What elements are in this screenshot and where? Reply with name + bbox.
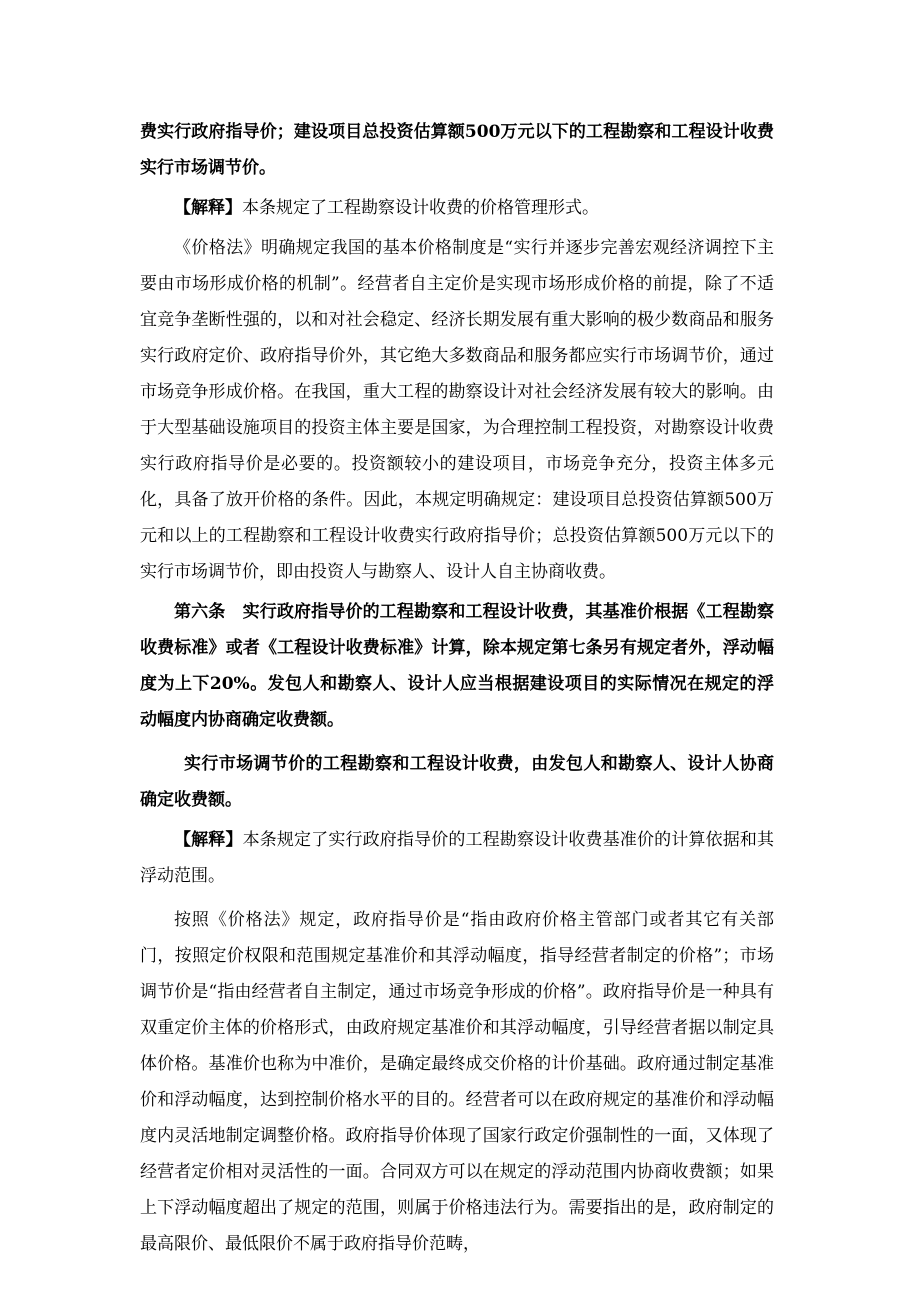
paragraph-price-law: 《价格法》明确规定我国的基本价格制度是“实行并逐步完善宏观经济调控下主要由市场形成价格的机制”。经营者自主定价是实现市场形成价格的前提，除了不适宜竞争垄断性强的，以和对社会稳定、经济长期发展有重大影响的极少数商品和服务实行政府定价、政府指导价外，其它绝大多数商品和服务都应实行市场调节价，通过市场竞争形成价格。在我国，重大工程的勘察设计对社会经济发展有较大的影响。由于大型基础设施项目的投资主体主要是国家，为合理控制工程投资，对勘察设计收费实行政府指导价是必要的。投资额较小的建设项目，市场竞争充分，投资主体多元化，具备了放开价格的条件。因此，本规定明确规定：建设项目总投资估算额500万元和以上的工程勘察和工程设计收费实行政府指导价；总投资估算额500万元以下的实行市场调节价，即由投资人与勘察人、设计人自主协商收费。 — [140, 238, 774, 582]
paragraph-explanation-2 — [140, 822, 774, 894]
explanation-text: 本条规定了实行政府指导价的工程勘察设计收费基准价的计算依据和其浮动范围。 — [140, 830, 775, 886]
article-six: 第六条 实行政府指导价的工程勘察和工程设计收费，其基准价根据《工程勘察收费标准》或者《工程设计收费标准》计算，除本规定第七条另有规定者外，浮动幅度为上下20%。发包人和勘察人、设计人应当根据建设项目的实际情况在规定的浮动幅度内协商确定收费额。 — [140, 602, 774, 730]
paragraph-market-price: 实行市场调节价的工程勘察和工程设计收费，由发包人和勘察人、设计人协商确定收费额。 — [140, 754, 774, 810]
document-page — [140, 114, 774, 1262]
explanation-label: 【解释】 — [174, 198, 242, 218]
explanation-text: 本条规定了工程勘察设计收费的价格管理形式。 — [242, 198, 599, 218]
paragraph-continuation: 费实行政府指导价；建设项目总投资估算额500万元以下的工程勘察和工程设计收费实行市场调节价。 — [140, 122, 774, 178]
paragraph-guidance-price: 按照《价格法》规定，政府指导价是“指由政府价格主管部门或者其它有关部门，按照定价权限和范围规定基准价和其浮动幅度，指导经营者制定的价格”；市场调节价是“指由经营者自主制定，通过市场竞争形成的价格”。政府指导价是一种具有双重定价主体的价格形式，由政府规定基准价和其浮动幅度，引导经营者据以制定具体价格。基准价也称为中准价，是确定最终成交价格的计价基础。政府通过制定基准价和浮动幅度，达到控制价格水平的目的。经营者可以在政府规定的基准价和浮动幅度内灵活地制定调整价格。政府指导价体现了国家行政定价强制性的一面，又体现了经营者定价相对灵活性的一面。合同双方可以在规定的浮动范围内协商收费额；如果上下浮动幅度超出了规定的范围，则属于价格违法行为。需要指出的是，政府制定的最高限价、最低限价不属于政府指导价范畴， — [140, 910, 774, 1254]
paragraph-explanation-1 — [140, 190, 774, 226]
explanation-label: 【解释】 — [174, 830, 243, 850]
